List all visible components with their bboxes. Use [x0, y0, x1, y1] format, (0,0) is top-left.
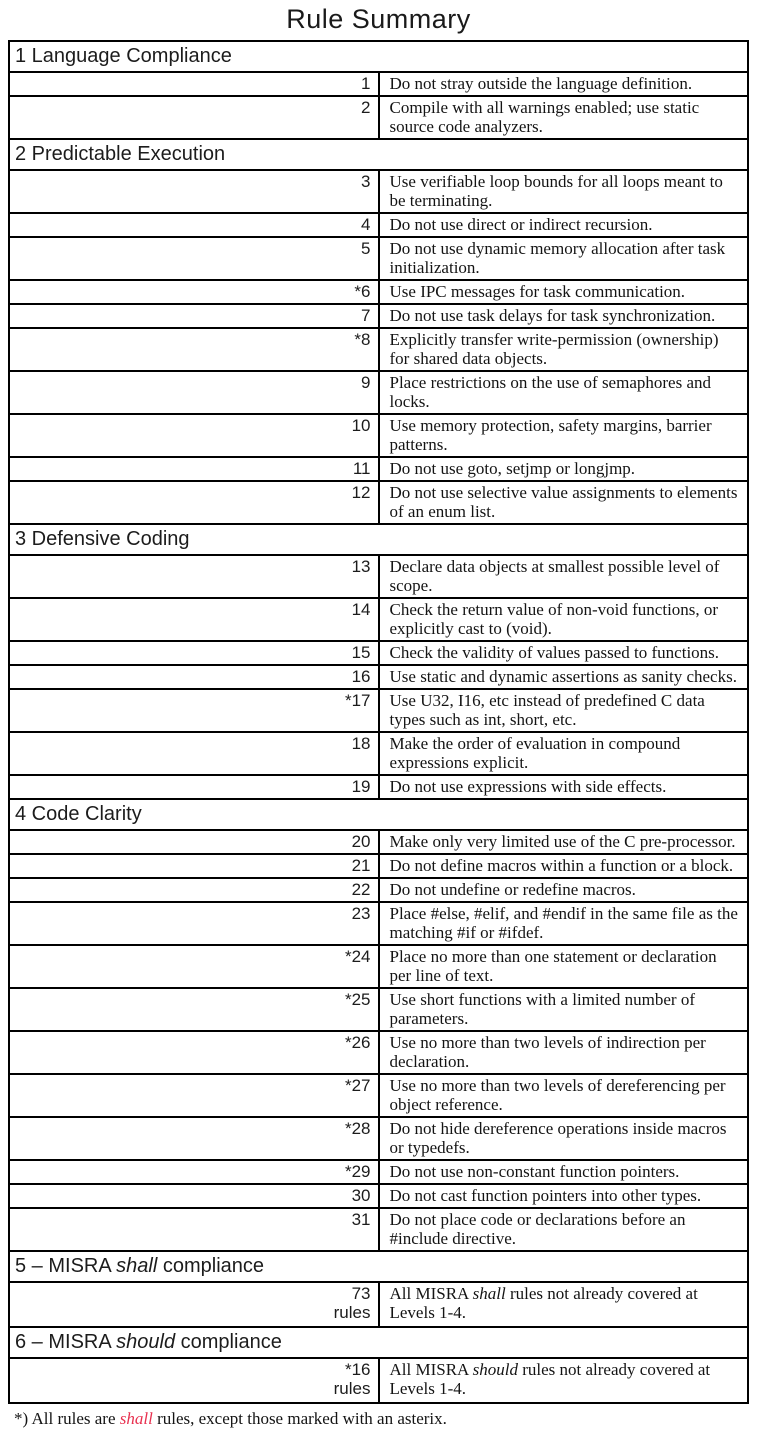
section-header — [9, 524, 748, 555]
rule-text-cell — [379, 304, 749, 328]
rule-number-cell — [9, 689, 379, 732]
rule-number: *6 — [354, 282, 371, 301]
rule-text: Do not use goto, setjmp or longjmp. — [389, 459, 636, 478]
rule-number: *24 — [344, 947, 371, 966]
rule-row — [9, 170, 748, 213]
rule-number: 4 — [361, 215, 371, 234]
rule-text: Do not hide dereference operations inside macros or typedefs. — [389, 1119, 727, 1157]
rule-text: Use verifiable loop bounds for all loops meant to be terminating. — [389, 172, 723, 210]
rule-text: Make the order of evaluation in compound expressions explicit. — [389, 734, 681, 772]
section-header-text: 1 Language Compliance — [15, 45, 232, 67]
rule-row — [9, 280, 748, 304]
rule-row — [9, 1282, 748, 1327]
rule-text-cell — [379, 1117, 749, 1160]
rule-row — [9, 213, 748, 237]
rule-number-cell — [9, 1282, 379, 1327]
rule-text-cell — [379, 481, 749, 524]
rule-row — [9, 1074, 748, 1117]
rule-row — [9, 1358, 748, 1403]
rule-number-cell — [9, 1184, 379, 1208]
rule-row — [9, 945, 748, 988]
rule-number: *26 — [344, 1033, 371, 1052]
rule-text-cell — [379, 1208, 749, 1251]
rule-text-cell — [379, 1074, 749, 1117]
rule-row — [9, 304, 748, 328]
rule-number-cell — [9, 1160, 379, 1184]
rule-text: Place restrictions on the use of semaphores and locks. — [389, 373, 711, 411]
rule-text: Do not define macros within a function or a block. — [389, 856, 734, 875]
rule-row — [9, 902, 748, 945]
rule-number-cell — [9, 213, 379, 237]
rule-number-cell — [9, 1074, 379, 1117]
rule-number: 31 — [351, 1210, 371, 1229]
rule-number: 21 — [351, 856, 371, 875]
section-header-row — [9, 1327, 748, 1358]
rule-text: Check the return value of non-void functions, or explicitly cast to (void). — [389, 600, 719, 638]
rule-number-suffix: rules — [333, 1379, 371, 1398]
rule-number-cell — [9, 1358, 379, 1403]
rule-summary-table — [8, 40, 749, 1404]
rule-number: 11 — [352, 459, 371, 478]
rule-text: Use U32, I16, etc instead of predefined C data types such as int, short, etc. — [389, 691, 705, 729]
rule-row — [9, 237, 748, 280]
rule-number-cell — [9, 481, 379, 524]
rule-number: 30 — [351, 1186, 371, 1205]
rule-number-cell — [9, 1208, 379, 1251]
rule-text-cell — [379, 555, 749, 598]
rule-text-cell — [379, 988, 749, 1031]
rule-row — [9, 1031, 748, 1074]
rule-row — [9, 732, 748, 775]
rule-text-cell — [379, 945, 749, 988]
rule-number: *8 — [354, 330, 371, 349]
rule-row — [9, 988, 748, 1031]
rule-row — [9, 457, 748, 481]
rule-text: Make only very limited use of the C pre-processor. — [389, 832, 736, 851]
rule-text-cell — [379, 1184, 749, 1208]
rule-text-cell — [379, 280, 749, 304]
rule-text: shall — [472, 1284, 506, 1303]
rule-number-cell — [9, 72, 379, 96]
section-header-row — [9, 139, 748, 170]
rule-row — [9, 328, 748, 371]
rule-number-suffix: rules — [333, 1303, 371, 1322]
rule-number: *27 — [344, 1076, 371, 1095]
rule-row — [9, 1208, 748, 1251]
rule-row — [9, 371, 748, 414]
rule-text-cell — [379, 641, 749, 665]
rule-text-cell — [379, 689, 749, 732]
rule-row — [9, 641, 748, 665]
footnote — [14, 1409, 757, 1429]
rule-text: Check the validity of values passed to functions. — [389, 643, 720, 662]
section-header-row — [9, 1251, 748, 1282]
rule-number-cell — [9, 775, 379, 799]
rule-number: *17 — [344, 691, 371, 710]
rule-text: Place no more than one statement or declaration per line of text. — [389, 947, 717, 985]
rule-text: Use short functions with a limited number of parameters. — [389, 990, 695, 1028]
section-header — [9, 1251, 748, 1282]
rule-row — [9, 830, 748, 854]
rule-number-cell — [9, 96, 379, 139]
section-header-row — [9, 799, 748, 830]
rule-text-cell — [379, 732, 749, 775]
rule-row — [9, 1117, 748, 1160]
rule-text-cell — [379, 902, 749, 945]
rule-number: 9 — [361, 373, 371, 392]
section-header-row — [9, 41, 748, 72]
rule-row — [9, 775, 748, 799]
rule-number: 7 — [361, 306, 371, 325]
section-header-text: 3 Defensive Coding — [15, 528, 190, 550]
rule-row — [9, 555, 748, 598]
section-header-text: shall — [116, 1255, 158, 1277]
rule-number-cell — [9, 641, 379, 665]
rule-number-cell — [9, 304, 379, 328]
page-title: Rule Summary — [286, 4, 471, 34]
rule-row — [9, 598, 748, 641]
rule-number: 1 — [361, 74, 371, 93]
rule-number-cell — [9, 732, 379, 775]
rule-number: *25 — [344, 990, 371, 1009]
rule-text-cell — [379, 237, 749, 280]
rule-text-cell — [379, 830, 749, 854]
rule-text: Do not stray outside the language definition. — [389, 74, 693, 93]
rule-number: *29 — [344, 1162, 371, 1181]
rule-number-cell — [9, 237, 379, 280]
rule-text-cell — [379, 328, 749, 371]
rule-text-cell — [379, 213, 749, 237]
rule-text: Declare data objects at smallest possible level of scope. — [389, 557, 720, 595]
rule-text-cell — [379, 878, 749, 902]
section-header-text: 5 – MISRA — [15, 1255, 117, 1277]
rule-number: 13 — [351, 557, 371, 576]
rule-text: Do not use task delays for task synchronization. — [389, 306, 716, 325]
section-header — [9, 41, 748, 72]
rule-number-cell — [9, 902, 379, 945]
rule-row — [9, 854, 748, 878]
rule-number: 12 — [351, 483, 371, 502]
rule-text-cell — [379, 414, 749, 457]
rule-row — [9, 1184, 748, 1208]
rule-text-cell — [379, 371, 749, 414]
rule-text: should — [472, 1360, 518, 1379]
rule-text-cell — [379, 72, 749, 96]
rule-text: Do not undefine or redefine macros. — [389, 880, 636, 899]
rule-number-cell — [9, 1031, 379, 1074]
rule-text: rules not already covered at Levels 1-4. — [389, 1284, 698, 1322]
rule-text-cell — [379, 96, 749, 139]
rule-number-cell — [9, 854, 379, 878]
section-header-text: compliance — [175, 1331, 282, 1353]
rule-text: All MISRA — [389, 1360, 473, 1379]
rule-text-cell — [379, 1282, 749, 1327]
rule-text-cell — [379, 854, 749, 878]
rule-number: 15 — [351, 643, 371, 662]
section-header — [9, 799, 748, 830]
rule-text-cell — [379, 1160, 749, 1184]
rule-text: Compile with all warnings enabled; use static source code analyzers. — [389, 98, 700, 136]
rule-number: 14 — [351, 600, 371, 619]
rule-text: Do not use dynamic memory allocation after task initialization. — [389, 239, 726, 277]
rule-number-cell — [9, 665, 379, 689]
section-header-text: 6 – MISRA — [15, 1331, 117, 1353]
rule-number: 73 — [351, 1284, 371, 1303]
rule-number: 23 — [351, 904, 371, 923]
rule-number: *28 — [344, 1119, 371, 1138]
rule-number: 3 — [361, 172, 371, 191]
rule-number-cell — [9, 988, 379, 1031]
rule-row — [9, 96, 748, 139]
rule-text: Place #else, #elif, and #endif in the same file as the matching #if or #ifdef. — [389, 904, 738, 942]
rule-text-cell — [379, 665, 749, 689]
rule-text-cell — [379, 170, 749, 213]
rule-row — [9, 665, 748, 689]
rule-number: 16 — [351, 667, 371, 686]
rule-number-cell — [9, 830, 379, 854]
rule-row — [9, 1160, 748, 1184]
rule-text: rules not already covered at Levels 1-4. — [389, 1360, 711, 1398]
rule-number: 18 — [351, 734, 371, 753]
rule-text-cell — [379, 598, 749, 641]
rule-number-cell — [9, 598, 379, 641]
footnote-text: rules, except those marked with an asterix. — [152, 1409, 447, 1428]
rule-text: Do not use non-constant function pointers. — [389, 1162, 680, 1181]
section-header-text: 4 Code Clarity — [15, 803, 142, 825]
rule-text: Use IPC messages for task communication. — [389, 282, 686, 301]
rule-text: Use static and dynamic assertions as sanity checks. — [389, 667, 737, 686]
rule-number: 10 — [351, 416, 371, 435]
rule-text: Do not use expressions with side effects. — [389, 777, 667, 796]
rule-text-cell — [379, 457, 749, 481]
rule-text-cell — [379, 1031, 749, 1074]
rule-number-cell — [9, 878, 379, 902]
rule-row — [9, 72, 748, 96]
rule-text: Use no more than two levels of dereferencing per object reference. — [389, 1076, 726, 1114]
rule-number-cell — [9, 328, 379, 371]
rule-summary-table-body — [9, 41, 748, 1403]
rule-row — [9, 414, 748, 457]
rule-number-cell — [9, 414, 379, 457]
rule-number-cell — [9, 280, 379, 304]
rule-text: Do not cast function pointers into other types. — [389, 1186, 702, 1205]
section-header — [9, 139, 748, 170]
rule-number: *16 — [344, 1360, 371, 1379]
rule-number-cell — [9, 1117, 379, 1160]
section-header-text: compliance — [157, 1255, 265, 1277]
rule-text: Use no more than two levels of indirection per declaration. — [389, 1033, 706, 1071]
footnote-text: shall — [119, 1409, 153, 1428]
section-header-text: 2 Predictable Execution — [15, 143, 226, 165]
document-page — [0, 4, 757, 1429]
rule-row — [9, 481, 748, 524]
rule-text: Use memory protection, safety margins, barrier patterns. — [389, 416, 712, 454]
section-header-row — [9, 524, 748, 555]
rule-number-cell — [9, 457, 379, 481]
rule-text-cell — [379, 775, 749, 799]
rule-number-cell — [9, 945, 379, 988]
footnote-text: *) All rules are — [14, 1409, 120, 1428]
rule-number: 20 — [351, 832, 371, 851]
rule-text: Explicitly transfer write-permission (ownership) for shared data objects. — [389, 330, 719, 368]
rule-number-cell — [9, 371, 379, 414]
rule-text: Do not place code or declarations before an #include directive. — [389, 1210, 686, 1248]
rule-number-cell — [9, 170, 379, 213]
rule-number: 2 — [361, 98, 371, 117]
rule-number: 22 — [351, 880, 371, 899]
rule-text-cell — [379, 1358, 749, 1403]
section-header-text: should — [116, 1331, 176, 1353]
rule-number-cell — [9, 555, 379, 598]
rule-text: Do not use selective value assignments to elements of an enum list. — [389, 483, 738, 521]
rule-number: 19 — [351, 777, 371, 796]
rule-row — [9, 689, 748, 732]
rule-row — [9, 878, 748, 902]
section-header — [9, 1327, 748, 1358]
rule-text: All MISRA — [389, 1284, 473, 1303]
rule-number: 5 — [361, 239, 371, 258]
rule-text: Do not use direct or indirect recursion. — [389, 215, 653, 234]
